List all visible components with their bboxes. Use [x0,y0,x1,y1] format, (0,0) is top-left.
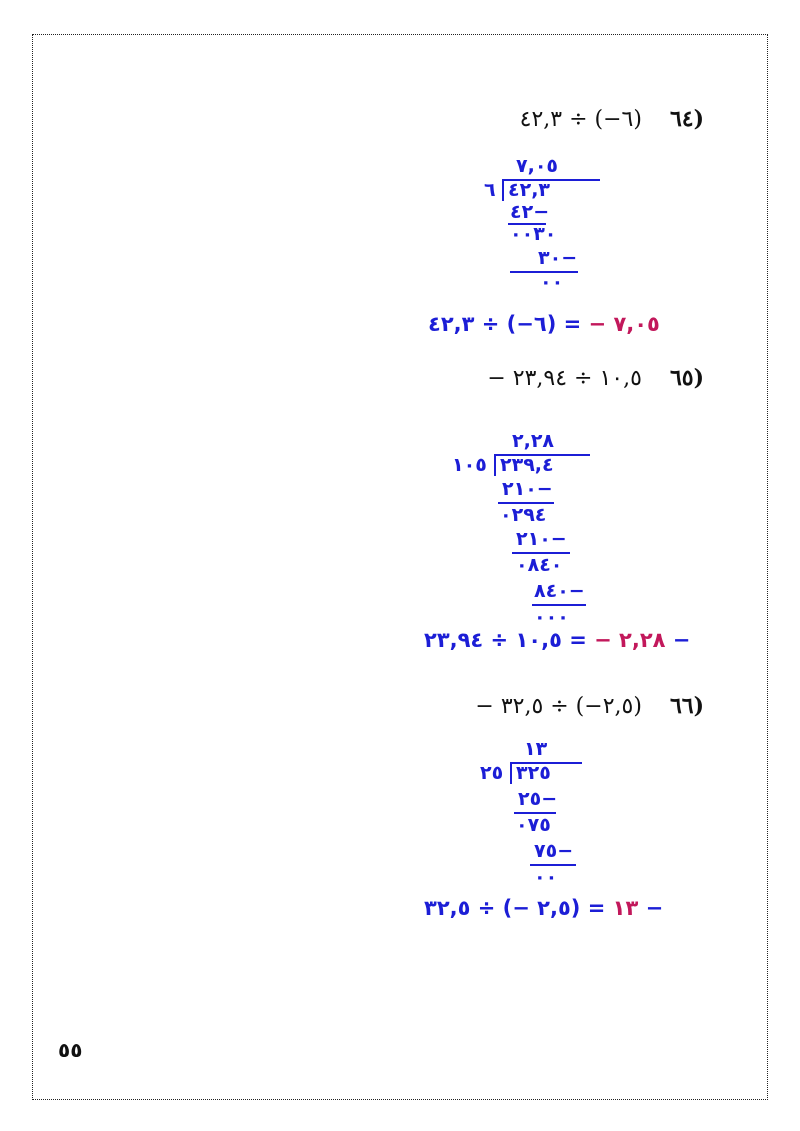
step: ٢١٠− [516,528,567,550]
step: ٠٨٤٠ [516,554,563,576]
quotient: ٢,٢٨ [512,430,555,452]
divisor: ٢٥ [480,762,504,784]
long-division-65 [448,430,598,630]
dividend: ٢٣٩,٤ [500,454,554,476]
result-answer: ٢,٢٨ − [594,628,666,652]
step: ٠٠٠ [534,606,569,628]
page-border [32,34,768,1100]
step: ٧٥− [534,840,574,862]
step: ٠٠ [534,866,558,888]
step: ٢١٠− [502,478,553,500]
long-division-64 [480,155,600,295]
quotient: ٧,٠٥ [516,155,559,177]
result-equation: = (٦−) ÷ ٤٢,٣ [428,312,589,336]
step: ٨٤٠− [534,580,585,602]
result-equation: = (٢,٥ −) ÷ ٣٢,٥ − [424,896,664,920]
problem-64-statement [520,106,704,132]
step: ٠٠ [540,271,564,293]
problem-expression: (٦−) ÷ ٤٢,٣ [519,107,642,132]
result-66 [424,896,663,920]
step: ٣٠− [538,247,578,269]
division-bracket [510,762,512,784]
division-bracket [494,454,496,476]
problem-expression: (٢,٥−) ÷ ٣٢,٥ − [475,694,642,719]
page-number: ٥٥ [58,1038,83,1062]
division-bracket [502,179,504,201]
dividend: ٣٢٥ [516,762,551,784]
dividend: ٤٢,٣ [508,179,551,201]
result-65 [424,628,690,652]
result-answer: ١٣ [612,896,639,920]
result-equation: = ١٠,٥ ÷ ٢٣,٩٤ − [424,628,691,652]
step: ٠٢٩٤ [500,504,547,526]
problem-expression: ١٠,٥ ÷ ٢٣,٩٤ − [487,366,642,391]
quotient: ١٣ [524,738,548,760]
problem-65-statement [487,365,704,391]
result-answer: ٧,٠٥ − [588,312,660,336]
step: ٢٥− [518,788,558,810]
problem-66-statement [475,693,704,719]
step: ٤٢− [510,201,550,223]
divisor: ١٠٥ [452,454,487,476]
problem-number: (٦٤ [669,106,704,132]
problem-number: (٦٥ [669,365,704,391]
result-64 [428,312,660,336]
divisor: ٦ [484,179,496,201]
step: ٠٠٣٠ [510,223,557,245]
long-division-66 [478,738,588,888]
problem-number: (٦٦ [669,693,704,719]
step: ٠٧٥ [516,814,551,836]
